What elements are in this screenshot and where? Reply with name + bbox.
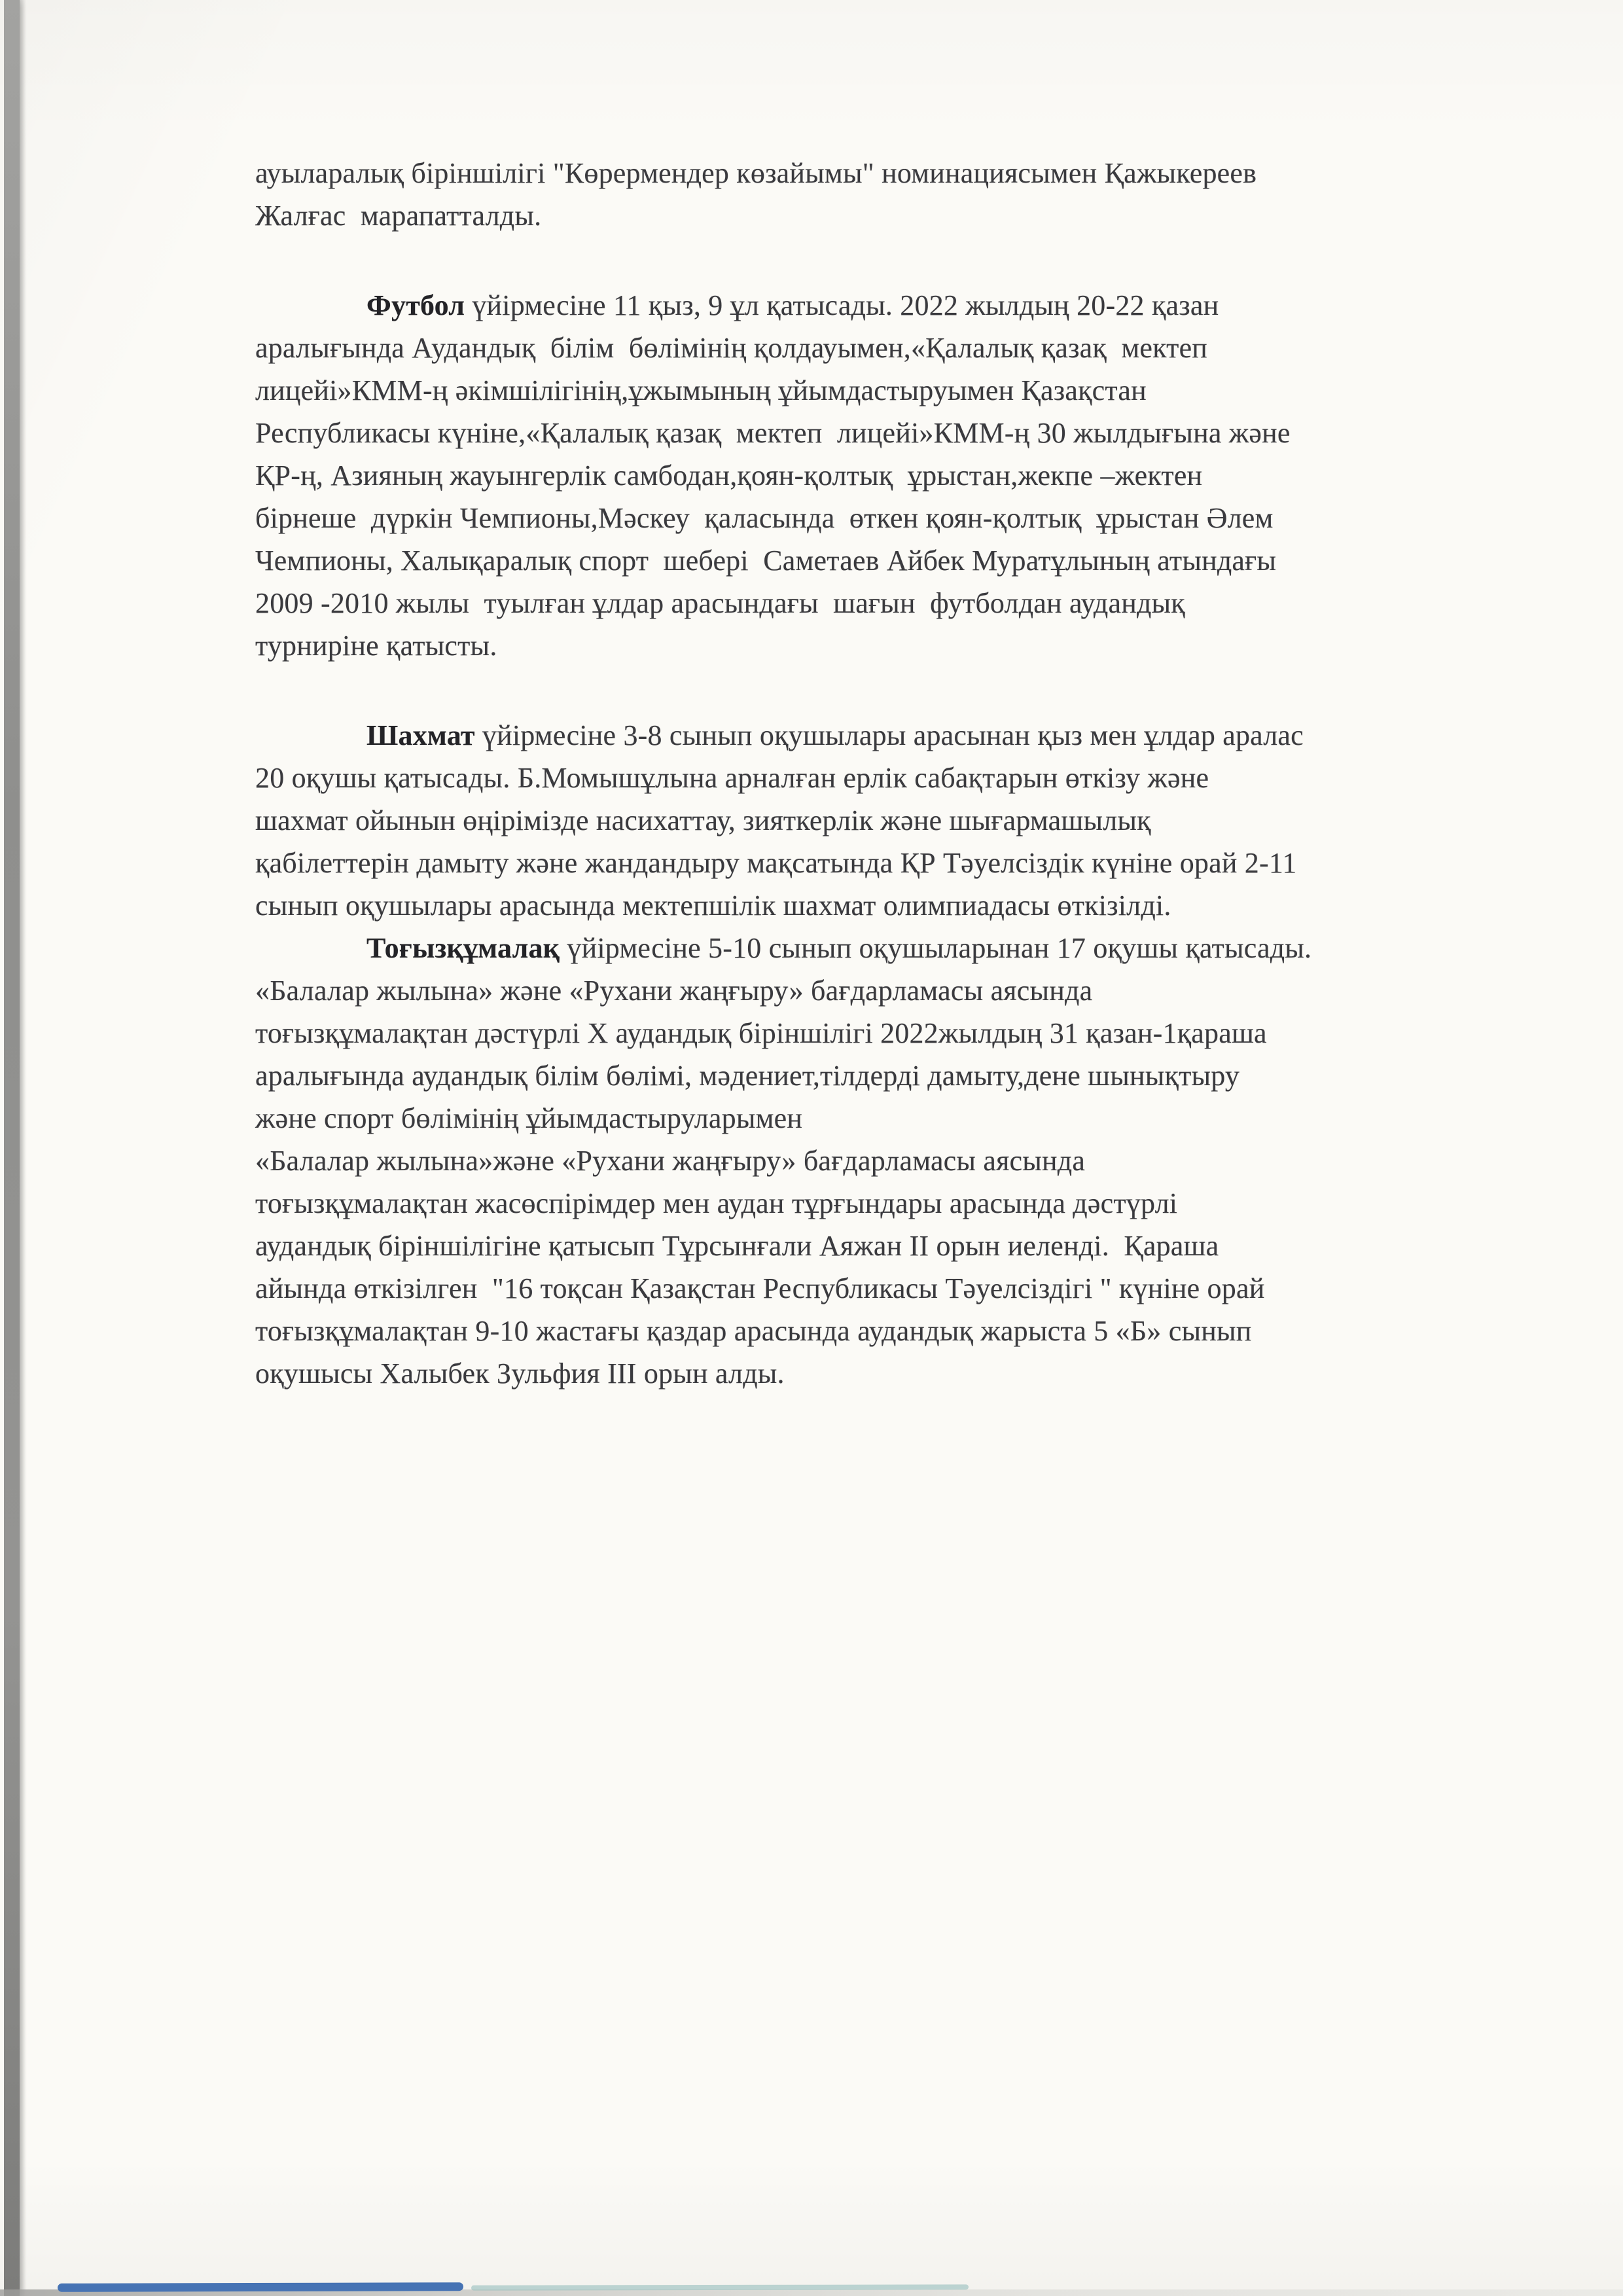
text-run: «Балалар жылына» және «Рухани жаңғыру» бағдарламасы аясында [255,975,1093,1007]
scan-edge-left-strip [4,0,20,2296]
text-run: үйірмесіне 5-10 сынып оқушыларынан 17 оқушы қатысады. [560,932,1312,964]
text-line [255,1352,1427,1395]
paragraph [255,284,1427,667]
text-run: үйірмесіне 3-8 сынып оқушылары арасынан қыз мен ұлдар аралас [474,719,1304,751]
text-run: шахмат ойынын өңірімізде насихаттау, зияткерлік және шығармашылық [255,804,1151,836]
text-run: аралығында аудандық білім бөлімі, мәдениет,тілдерді дамыту,дене шынықтыру [255,1060,1240,1092]
text-line [255,714,1427,757]
text-run: қабілеттерін дамыту және жандандыру мақсатында ҚР Тәуелсіздік күніне орай 2-11 [255,847,1297,879]
text-run: тоғызқұмалақтан 9-10 жастағы қаздар арасында аудандық жарыста 5 «Б» сынып [255,1315,1252,1347]
text-line [255,582,1427,624]
text-run: Республикасы күніне,«Қалалық қазақ мектеп лицейі»КММ-ң 30 жылдығына және [255,417,1291,449]
text-run: оқушысы Халыбек Зульфия III орын алды. [255,1357,785,1390]
text-line [255,1012,1427,1054]
scan-mark-blue [58,2282,463,2292]
document-text [255,152,1427,1395]
text-line [255,1054,1427,1097]
text-run: ауыларалық біріншілігі "Көрермендер көзайымы" номинациясымен Қажыкереев [255,157,1257,189]
text-line [255,1097,1427,1139]
text-run: және спорт бөлімінің ұйымдастыруларымен [255,1102,803,1134]
text-run: тоғызқұмалақтан жасөспірімдер мен аудан тұрғындары арасында дәстүрлі [255,1187,1178,1219]
text-line [255,152,1427,194]
text-line [255,1182,1427,1225]
text-line [255,1310,1427,1352]
text-run: сынып оқушылары арасында мектепшілік шахмат олимпиадасы өткізілді. [255,889,1171,922]
text-line [255,369,1427,412]
text-run: аудандық біріншілігіне қатысып Тұрсынғали Аяжан II орын иеленді. Қараша [255,1230,1219,1262]
text-line [255,624,1427,667]
text-run: лицейі»КММ-ң әкімшілігінің,ұжымының ұйымдастыруымен Қазақстан [255,374,1147,406]
scan-mark-teal [471,2284,969,2290]
text-line [255,497,1427,539]
bold-text-run: Тоғызқұмалақ [366,932,560,964]
text-line [255,799,1427,842]
text-run: Жалғас марапатталды. [255,200,542,232]
text-line [255,884,1427,927]
text-run: турниріне қатысты. [255,630,497,662]
text-line [255,327,1427,369]
text-run: 20 оқушы қатысады. Б.Момышұлына арналған ерлік сабақтарын өткізу және [255,762,1209,794]
paragraph [255,927,1427,1395]
text-line [255,757,1427,799]
text-line [255,927,1427,969]
bold-text-run: Футбол [366,289,465,321]
text-run: Чемпионы, Халықаралық спорт шебері Саметаев Айбек Муратұлының атындағы [255,545,1277,577]
text-line [255,1267,1427,1310]
text-line [255,1225,1427,1267]
text-line [255,454,1427,497]
text-run: аралығында Аудандық білім бөлімінің қолдауымен,«Қалалық қазақ мектеп [255,332,1208,364]
text-line [255,194,1427,237]
text-run: бірнеше дүркін Чемпионы,Мәскеу қаласында өткен қоян-қолтық ұрыстан Әлем [255,502,1274,534]
text-run: «Балалар жылына»және «Рухани жаңғыру» бағдарламасы аясында [255,1145,1086,1177]
text-line [255,1139,1427,1182]
text-run: айында өткізілген "16 тоқсан Қазақстан Республикасы Тәуелсіздігі " күніне орай [255,1272,1265,1304]
text-line [255,284,1427,327]
text-run: 2009 -2010 жылы туылған ұлдар арасындағы шағын футболдан аудандық [255,587,1185,619]
text-run: тоғызқұмалақтан дәстүрлі X аудандық біріншілігі 2022жылдың 31 қазан-1қараша [255,1017,1267,1049]
text-line [255,412,1427,454]
text-run: ҚР-ң, Азияның жауынгерлік самбодан,қоян-қолтық ұрыстан,жекпе –жектен [255,459,1203,492]
text-line [255,842,1427,884]
bold-text-run: Шахмат [366,719,475,751]
paragraph [255,714,1427,927]
paragraph [255,152,1427,237]
text-line [255,969,1427,1012]
text-line [255,539,1427,582]
text-run: үйірмесіне 11 қыз, 9 ұл қатысады. 2022 жылдың 20-22 қазан [465,289,1219,321]
scan-edge-left-shadow [20,0,26,2296]
